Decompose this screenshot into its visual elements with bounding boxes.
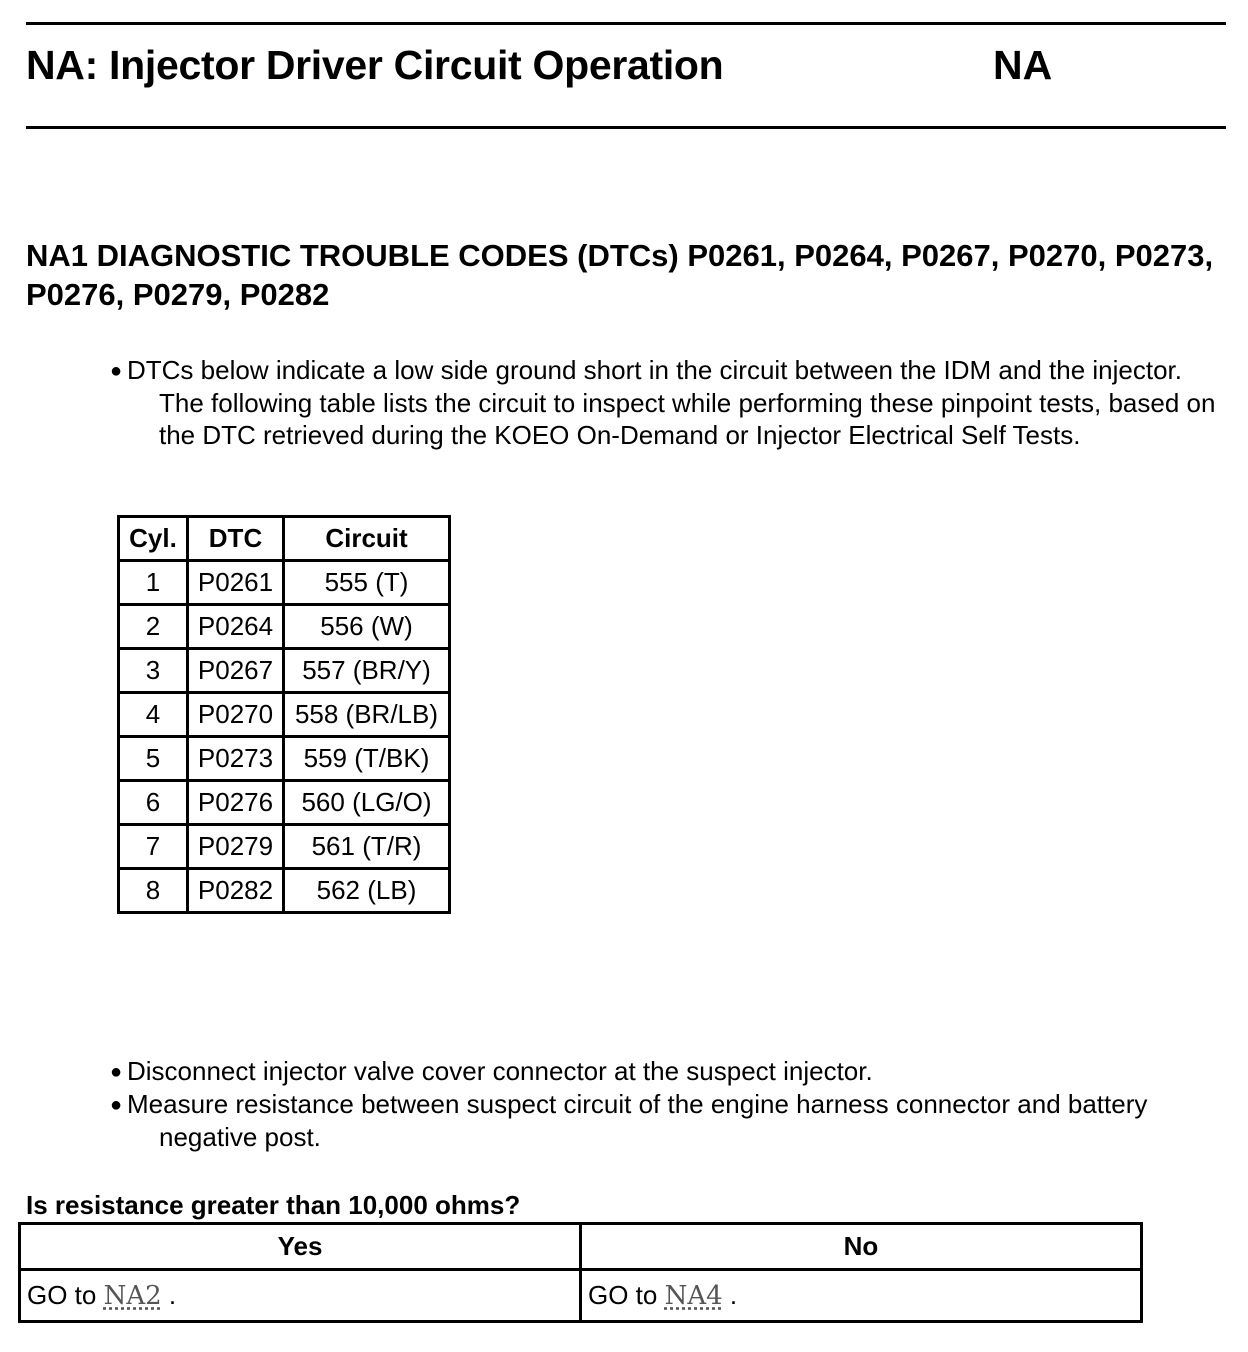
no-goto-prefix: GO to xyxy=(588,1280,658,1310)
intro-bullet xyxy=(110,354,1220,451)
yes-goto-prefix: GO to xyxy=(27,1280,97,1310)
cell-circuit: 561 (T/R) xyxy=(284,825,450,869)
bullet-icon: ● xyxy=(110,360,123,382)
cell-circuit: 557 (BR/Y) xyxy=(284,649,450,693)
yes-action-cell xyxy=(20,1270,581,1322)
cell-cyl: 1 xyxy=(119,561,188,605)
cell-circuit: 560 (LG/O) xyxy=(284,781,450,825)
header-cyl: Cyl. xyxy=(119,517,188,561)
cell-circuit: 562 (LB) xyxy=(284,869,450,913)
answer-table xyxy=(18,1222,1143,1323)
answer-action-row xyxy=(20,1270,1142,1322)
section-code: NA xyxy=(993,42,1053,88)
table-row xyxy=(119,561,450,605)
table-row xyxy=(119,737,450,781)
step-text: Disconnect injector valve cover connector at the suspect injector. xyxy=(127,1056,873,1086)
goto-na4-link[interactable]: NA4 xyxy=(664,1281,723,1311)
section-heading: NA1 DIAGNOSTIC TROUBLE CODES (DTCs) P0261, P0264, P0267, P0270, P0273, P0276, P0279, P0282 xyxy=(26,238,1214,312)
table-row xyxy=(119,693,450,737)
cell-dtc: P0270 xyxy=(188,693,284,737)
cell-cyl: 4 xyxy=(119,693,188,737)
top-rule xyxy=(26,22,1226,25)
goto-na2-link[interactable]: NA2 xyxy=(103,1281,162,1311)
step-bullet-measure xyxy=(110,1088,1220,1153)
cell-circuit: 555 (T) xyxy=(284,561,450,605)
yes-header: Yes xyxy=(20,1224,581,1270)
table-row xyxy=(119,825,450,869)
table-row xyxy=(119,605,450,649)
step-bullet-disconnect xyxy=(110,1055,1220,1088)
cell-dtc: P0279 xyxy=(188,825,284,869)
cell-dtc: P0273 xyxy=(188,737,284,781)
table-row xyxy=(119,649,450,693)
bullet-icon: ● xyxy=(110,1094,123,1116)
table-header-row xyxy=(119,517,450,561)
bullet-icon: ● xyxy=(110,1061,123,1083)
yes-goto-suffix: . xyxy=(168,1280,177,1310)
step-text: Measure resistance between suspect circuit of the engine harness connector and battery negative post. xyxy=(127,1089,1148,1152)
cell-circuit: 559 (T/BK) xyxy=(284,737,450,781)
cell-cyl: 8 xyxy=(119,869,188,913)
cell-dtc: P0276 xyxy=(188,781,284,825)
cell-cyl: 5 xyxy=(119,737,188,781)
table-row xyxy=(119,869,450,913)
cell-cyl: 7 xyxy=(119,825,188,869)
no-header: No xyxy=(581,1224,1142,1270)
bottom-rule xyxy=(26,126,1226,129)
intro-text: DTCs below indicate a low side ground short in the circuit between the IDM and the injector. The following table lists the circuit to inspect while performing these pinpoint tests, based on the DTC retrieved during the KOEO On-Demand or Injector Electrical Self Tests. xyxy=(127,355,1216,450)
cell-dtc: P0267 xyxy=(188,649,284,693)
test-question: Is resistance greater than 10,000 ohms? xyxy=(26,1190,521,1220)
header-circuit: Circuit xyxy=(284,517,450,561)
no-goto-suffix: . xyxy=(729,1280,738,1310)
page-title: NA: Injector Driver Circuit Operation xyxy=(26,42,724,88)
cell-circuit: 558 (BR/LB) xyxy=(284,693,450,737)
cell-cyl: 3 xyxy=(119,649,188,693)
cell-dtc: P0261 xyxy=(188,561,284,605)
cell-circuit: 556 (W) xyxy=(284,605,450,649)
table-row xyxy=(119,781,450,825)
header-dtc: DTC xyxy=(188,517,284,561)
no-action-cell xyxy=(581,1270,1142,1322)
cell-cyl: 6 xyxy=(119,781,188,825)
cell-cyl: 2 xyxy=(119,605,188,649)
answer-header-row xyxy=(20,1224,1142,1270)
cell-dtc: P0282 xyxy=(188,869,284,913)
dtc-circuit-table xyxy=(117,515,451,914)
cell-dtc: P0264 xyxy=(188,605,284,649)
